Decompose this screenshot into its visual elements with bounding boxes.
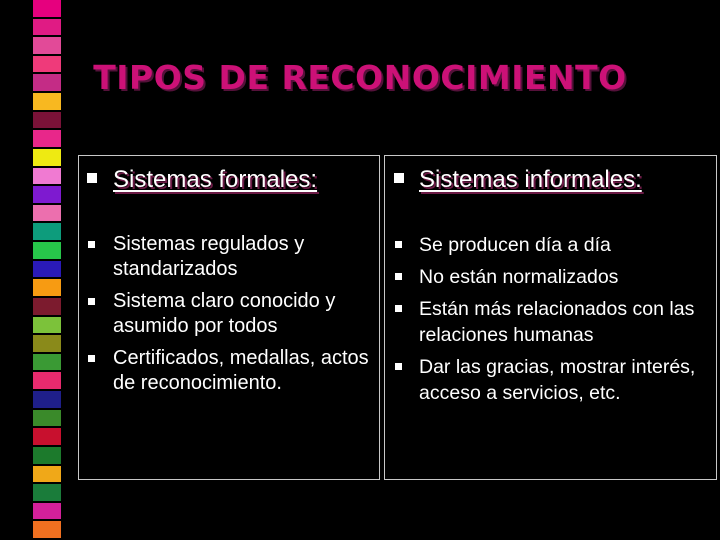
- stripe-segment: [33, 484, 61, 501]
- stripe-segment: [33, 223, 61, 240]
- bullet-icon: [395, 273, 402, 280]
- stripe-segment: [33, 168, 61, 185]
- stripe-segment: [33, 205, 61, 222]
- list-item-text: Dar las gracias, mostrar interés, acceso a servicios, etc.: [419, 356, 696, 404]
- list-item: [113, 289, 378, 339]
- list-item: [419, 264, 715, 290]
- stripe-segment: [33, 130, 61, 147]
- list-item: [419, 296, 715, 348]
- list-item-text: No están normalizados: [419, 266, 619, 288]
- stripe-segment: [33, 186, 61, 203]
- stripe-segment: [33, 298, 61, 315]
- list-item-text: Están más relacionados con las relaciones humanas: [419, 298, 695, 346]
- heading-bullet-icon: [394, 173, 404, 183]
- stripe-segment: [33, 37, 61, 54]
- list-item: [419, 232, 715, 258]
- stripe-segment: [33, 428, 61, 445]
- stripe-segment: [33, 335, 61, 352]
- stripe-segment: [33, 391, 61, 408]
- bullet-icon: [88, 355, 95, 362]
- formal-systems-panel: [78, 155, 380, 480]
- bullet-icon: [395, 305, 402, 312]
- formal-systems-heading: Sistemas formales:: [113, 166, 318, 193]
- stripe-segment: [33, 261, 61, 278]
- stripe-segment: [33, 149, 61, 166]
- list-item: [113, 346, 378, 396]
- slide-title: TIPOS DE RECONOCIMIENTO: [93, 58, 627, 97]
- stripe-segment: [33, 447, 61, 464]
- bullet-icon: [88, 241, 95, 248]
- stripe-segment: [33, 354, 61, 371]
- stripe-segment: [33, 372, 61, 389]
- stripe-segment: [33, 466, 61, 483]
- informal-systems-panel: [384, 155, 717, 480]
- stripe-segment: [33, 112, 61, 129]
- stripe-segment: [33, 0, 61, 17]
- stripe-segment: [33, 19, 61, 36]
- informal-systems-list: [419, 232, 715, 412]
- stripe-segment: [33, 242, 61, 259]
- stripe-segment: [33, 279, 61, 296]
- stripe-segment: [33, 410, 61, 427]
- list-item-text: Se producen día a día: [419, 234, 611, 256]
- list-item-text: Sistemas regulados y standarizados: [113, 233, 305, 280]
- bullet-icon: [88, 298, 95, 305]
- list-item-text: Certificados, medallas, actos de reconocimiento.: [113, 347, 369, 394]
- bullet-icon: [395, 363, 402, 370]
- heading-bullet-icon: [87, 173, 97, 183]
- bullet-icon: [395, 241, 402, 248]
- list-item-text: Sistema claro conocido y asumido por todos: [113, 290, 336, 337]
- stripe-segment: [33, 521, 61, 538]
- formal-systems-list: [113, 232, 378, 403]
- list-item: [113, 232, 378, 282]
- stripe-segment: [33, 503, 61, 520]
- stripe-segment: [33, 317, 61, 334]
- informal-systems-heading: Sistemas informales:: [419, 166, 642, 193]
- list-item: [419, 354, 715, 406]
